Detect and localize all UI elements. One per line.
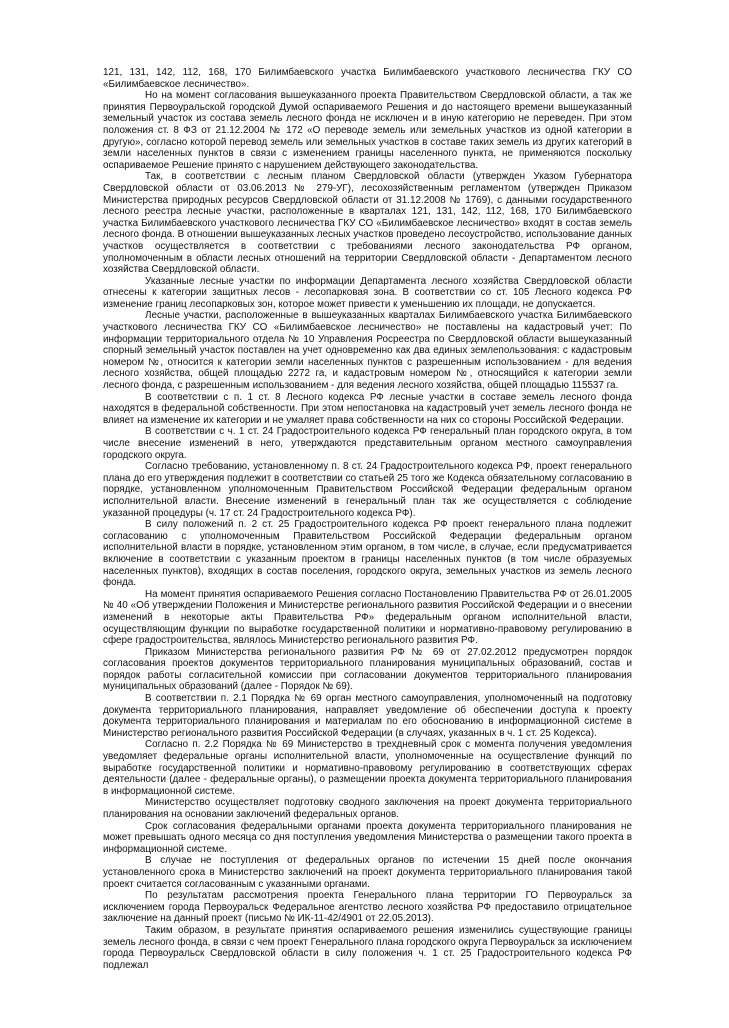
- paragraph: Согласно п. 2.2 Порядка № 69 Министерство в трехдневный срок с момента получения уведомления уведомляет федеральные органы исполнительной власти, уполномоченные на осуществление функций по выработке государственной политики и нормативно-правовому регулированию в соответствующих сферах деятельности (далее - федеральные органы), о размещении проекта документа территориального планирования в информационной системе.: [103, 739, 632, 797]
- paragraph: Министерство осуществляет подготовку сводного заключения на проект документа территориального планирования на основании заключений федеральных органов.: [103, 797, 632, 820]
- paragraph: По результатам рассмотрения проекта Генерального плана территории ГО Первоуральск за исключением города Первоуральск Федеральное агентство лесного хозяйства РФ предоставило отрицательное заключение на данный проект (письмо № ИК-11-42/4901 от 22.05.2013).: [103, 890, 632, 925]
- paragraph: Срок согласования федеральными органами проекта документа территориального планирования не может превышать одного месяца со дня поступления уведомления Министерства о размещении такого проекта в информационной системе.: [103, 820, 632, 855]
- paragraph: В соответствии п. 2.1 Порядка № 69 орган местного самоуправления, уполномоченный на подготовку документа территориального планирования, направляет уведомление об обеспечении доступа к проекту документа территориального планирования и материалам по его обоснованию в информационной системе в Министерство регионального развития Российской Федерации (в случаях, указанных в ч. 1 ст. 25 Кодекса).: [103, 693, 632, 739]
- paragraph: На момент принятия оспариваемого Решения согласно Постановлению Правительства РФ от 26.01.2005 № 40 «Об утверждении Положения и Министерстве регионального развития Российской Федерации и о внесении изменений в некоторые акты Правительства РФ» федеральным органом исполнительной власти, осуществляющим функции по выработке государственной политики и нормативно-правовому регулированию в сфере градостроительства, являлось Министерство регионального развития РФ.: [103, 588, 632, 647]
- document-page: [103, 67, 632, 971]
- paragraph: В соответствии с ч. 1 ст. 24 Градостроительного кодекса РФ генеральный план городского округа, в том числе внесение изменений в него, утверждаются представительным органом местного самоуправления городского округа.: [103, 426, 632, 461]
- paragraph: В силу положений п. 2 ст. 25 Градостроительного кодекса РФ проект генерального плана подлежит согласованию с уполномоченным Правительством Российской Федерации федеральным органом исполнительной власти в порядке, установленном этим органом, в том числе, в случае, если предусматривается включение в соответствии с указанным проектом в границы населенных пунктов (в том числе образуемых населенных пунктов), входящих в состав поселения, городского округа, земельных участков из земель лесного фонда.: [103, 519, 632, 589]
- paragraph: 121, 131, 142, 112, 168, 170 Билимбаевского участка Билимбаевского участкового лесничества ГКУ СО «Билимбаевское лесничество».: [103, 67, 632, 90]
- paragraph: Согласно требованию, установленному п. 8 ст. 24 Градостроительного кодекса РФ, проект генерального плана до его утверждения подлежит в соответствии со статьей 25 того же Кодекса обязательному согласованию в порядке, установленном уполномоченным Правительством Российской Федерации федеральным органом исполнительной власти. Внесение изменений в генеральный план так же осуществляется с соблюдение указанной процедуры (ч. 17 ст. 24 Градостроительного кодекса РФ).: [103, 461, 632, 519]
- paragraph: В соответствии с п. 1 ст. 8 Лесного кодекса РФ лесные участки в составе земель лесного фонда находятся в федеральной собственности. При этом непостановка на кадастровый учет земель лесного фонда не влияет на изменение их категории и не умаляет права собственности на них со стороны Российской Федерации.: [103, 391, 632, 426]
- paragraph: Лесные участки, расположенные в вышеуказанных кварталах Билимбаевского участка Билимбаевского участкового лесничества ГКУ СО «Билимбаевское лесничество» не поставлены на кадастровый учет: По информации территориального отдела № 10 Управления Росреестра по Свердловской области вышеуказанный спорный земельный участок поставлен на учет одновременно как два единых землепользования: с кадастровым номером №, относится к категории земли населенных пунктов с разрешенным использованием - для ведения лесного хозяйства, общей площадью 2272 га, и кадастровым номером №, относящийся к категории земли лесного фонда, с разрешенным использованием - для ведения лесного хозяйства, общей площадью 115537 га.: [103, 310, 632, 392]
- paragraph: В случае не поступления от федеральных органов по истечении 15 дней после окончания установленного срока в Министерство заключений на проект документа территориального планирования такой проект считается согласованным с указанными органами.: [103, 855, 632, 890]
- paragraph: Указанные лесные участки по информации Департамента лесного хозяйства Свердловской области отнесены к категории защитных лесов - лесопарковая зона. В соответствии со ст. 105 Лесного кодекса РФ изменение границ лесопарковых зон, которое может привести к уменьшению их площади, не допускается.: [103, 275, 632, 310]
- paragraph: Таким образом, в результате принятия оспариваемого решения изменились существующие границы земель лесного фонда, в связи с чем проект Генерального плана городского округа Первоуральск за исключением города Первоуральск Свердловской области в силу положения ч. 1 ст. 25 Градостроительного кодекса РФ подлежал: [103, 924, 632, 971]
- paragraph: Приказом Министерства регионального развития РФ № 69 от 27.02.2012 предусмотрен порядок согласования проектов документов территориального планирования муниципальных образований, состав и порядок работы согласительной комиссии при согласовании документов территориального планирования муниципальных образований (далее - Порядок № 69).: [103, 646, 632, 693]
- paragraph: Но на момент согласования вышеуказанного проекта Правительством Свердловской области, а так же принятия Первоуральской городской Думой оспариваемого Решения и до настоящего времени вышеуказанный земельный участок из состава земель лесного фонда не исключен и в иную категорию не переведен. При этом положения ст. 8 ФЗ от 21.12.2004 № 172 «О переводе земель или земельных участков из одной категории в другую», согласно которой перевод земель или земельных участков в составе таких земель из других категорий в земли населенных пунктов в связи с изменением границы населенного пункта, не применяются поскольку оспариваемое Решение принято с нарушением действующего законодательства.: [103, 90, 632, 171]
- paragraph: Так, в соответствии с лесным планом Свердловской области (утвержден Указом Губернатора Свердловской области от 03.06.2013 № 279-УГ), лесохозяйственным регламентом (утвержден Приказом Министерства природных ресурсов Свердловской области от 31.12.2008 № 1769), с данными государственного лесного реестра лесные участки, расположенные в кварталах 121, 131, 142, 112, 168, 170 Билимбаевского участка Билимбаевского участкового лесничества ГКУ СО «Билимбаевское лесничество» входят в состав земель лесного фонда. В отношении вышеуказанных лесных участков проведено лесоустройство, использование данных участков осуществляется в соответствии с требованиями лесного законодательства РФ органом, уполномоченным в области лесных отношений на территории Свердловской области - Департаментом лесного хозяйства Свердловской области.: [103, 171, 632, 276]
